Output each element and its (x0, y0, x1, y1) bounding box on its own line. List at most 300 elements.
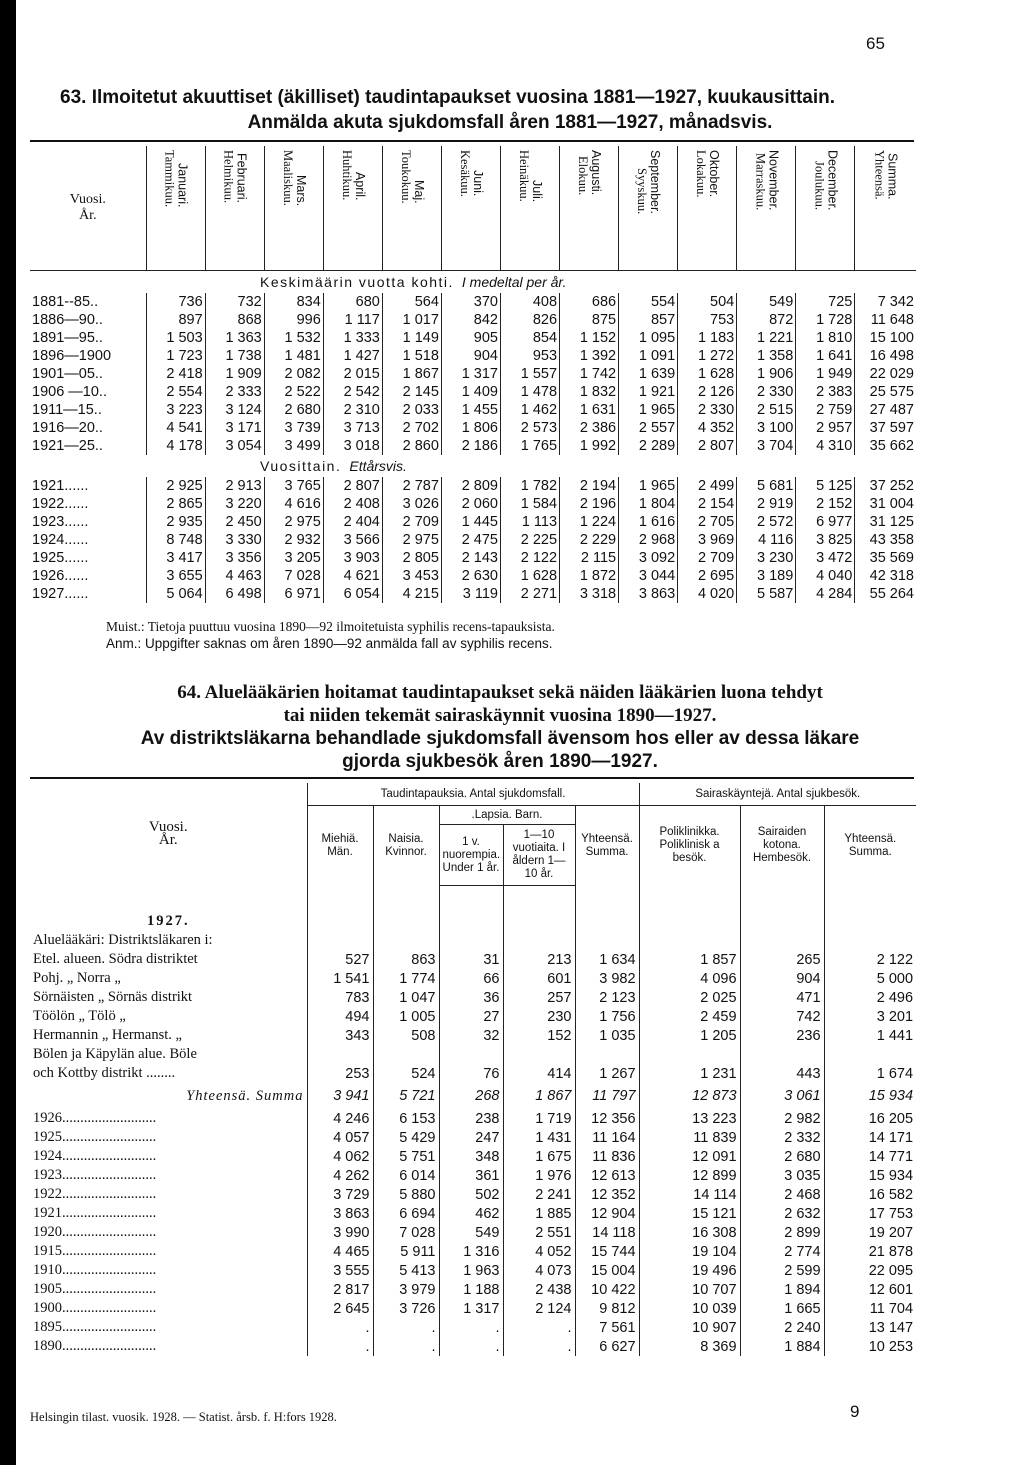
value-cell: 1 272 (678, 347, 737, 365)
row-label: 1901—05.. (30, 365, 146, 383)
row-label: 1921—25.. (30, 437, 146, 455)
value-cell: 554 (619, 293, 678, 311)
value-cell: 564 (382, 293, 441, 311)
district-row (30, 950, 916, 969)
value-cell: 6 153 (373, 1109, 439, 1128)
value-cell: 1 005 (373, 1007, 439, 1026)
value-cell: 508 (373, 1026, 439, 1045)
value-cell (439, 931, 503, 950)
value-cell (824, 912, 916, 931)
value-cell: 1 921 (619, 383, 678, 401)
value-cell: . (373, 1337, 439, 1356)
value-cell: 4 020 (678, 585, 737, 603)
average-row (30, 311, 916, 329)
row-label: 1895.......................... (30, 1318, 307, 1337)
history-row (30, 1109, 916, 1128)
value-cell: 1 363 (205, 329, 264, 347)
value-cell: 2 271 (501, 585, 560, 603)
value-cell: 1 541 (307, 969, 373, 988)
value-cell: 6 971 (264, 585, 323, 603)
value-cell: 1 765 (501, 437, 560, 455)
value-cell: 854 (501, 329, 560, 347)
month-header (205, 146, 264, 271)
row-label: Yhteensä. Summa (30, 1083, 307, 1109)
year-row (30, 513, 916, 531)
value-cell: 11 839 (639, 1128, 740, 1147)
value-cell: 601 (503, 969, 575, 988)
value-cell: 1 095 (619, 329, 678, 347)
value-cell (503, 931, 575, 950)
value-cell: 462 (439, 1204, 503, 1223)
value-cell: 2 573 (501, 419, 560, 437)
district-row (30, 969, 916, 988)
month-header-fi: Syyskuu. (635, 167, 650, 214)
visits-total-header: Yhteensä. Summa. (844, 832, 897, 858)
value-cell: 4 352 (678, 419, 737, 437)
value-cell: 1 183 (678, 329, 737, 347)
value-cell: 1 628 (501, 567, 560, 585)
value-cell: 16 582 (868, 1186, 914, 1203)
value-cell: 3 171 (205, 419, 264, 437)
month-header (501, 146, 560, 271)
value-cell: 1 810 (796, 329, 855, 347)
value-cell: 10 039 (639, 1299, 740, 1318)
value-cell (373, 912, 439, 931)
value-cell: 27 (439, 1007, 503, 1026)
value-cell: 1 806 (441, 419, 500, 437)
value-cell: 12 091 (639, 1147, 740, 1166)
table64-year-header-sv: År. (158, 832, 178, 849)
value-cell: 4 463 (205, 567, 264, 585)
month-header-sv: Juli. (530, 179, 545, 202)
row-label: 1924...... (30, 531, 146, 549)
value-cell: 1 205 (639, 1026, 740, 1045)
row-label: 1891—95.. (30, 329, 146, 347)
yearly-section-heading (30, 455, 916, 477)
value-cell: 2 408 (323, 495, 382, 513)
value-cell: 863 (373, 950, 439, 969)
value-cell: 3 205 (264, 549, 323, 567)
row-label: 1925...... (30, 549, 146, 567)
value-cell: 268 (439, 1083, 503, 1109)
value-cell: 11 797 (575, 1083, 639, 1109)
value-cell: 2 115 (560, 549, 619, 567)
value-cell: 875 (560, 311, 619, 329)
value-cell: 7 028 (373, 1223, 439, 1242)
average-row (30, 347, 916, 365)
value-cell: 3 726 (373, 1299, 439, 1318)
month-header (855, 146, 916, 271)
value-cell: 3 941 (307, 1083, 373, 1109)
value-cell: 12 899 (639, 1166, 740, 1185)
value-cell: 5 413 (373, 1261, 439, 1280)
value-cell: 2 975 (264, 513, 323, 531)
value-cell: 2 925 (146, 477, 205, 495)
value-cell: 361 (439, 1166, 503, 1185)
value-cell: 37 597 (869, 420, 914, 436)
value-cell: 1 149 (382, 329, 441, 347)
value-cell: 1 188 (439, 1280, 503, 1299)
value-cell: 2 450 (205, 513, 264, 531)
value-cell: 370 (441, 293, 500, 311)
value-cell (503, 1045, 575, 1064)
value-cell: 2 680 (264, 401, 323, 419)
value-cell: 3 863 (619, 585, 678, 603)
value-cell: 2 186 (441, 437, 500, 455)
value-cell: 1 152 (560, 329, 619, 347)
value-cell: 1 949 (796, 365, 855, 383)
value-cell: 2 386 (560, 419, 619, 437)
value-cell: 1 665 (740, 1299, 824, 1318)
value-cell: 27 487 (869, 402, 914, 418)
value-cell: 152 (503, 1026, 575, 1045)
value-cell: 21 878 (868, 1243, 914, 1260)
average-section-heading-fi: Keskimäärin vuotta kohti. (260, 274, 454, 290)
value-cell: 19 104 (639, 1242, 740, 1261)
row-label: 1900.......................... (30, 1299, 307, 1318)
page-footer: Helsingin tilast. vuosik. 1928. — Statist. årsb. f. H:fors 1928. (30, 1410, 337, 1424)
row-label: 1890.......................... (30, 1337, 307, 1356)
value-cell: 1 317 (441, 365, 500, 383)
year-column-header (30, 146, 146, 271)
value-cell: 3 044 (619, 567, 678, 585)
month-header-fi: Yhteensä. (872, 150, 887, 200)
year-header-sv: År. (79, 208, 97, 223)
home-visits-header: Sairaiden kotona. Hembesök. (740, 806, 824, 886)
value-cell: 11 836 (575, 1147, 639, 1166)
value-cell: . (307, 1318, 373, 1337)
value-cell: 443 (740, 1064, 824, 1083)
value-cell: 4 215 (382, 585, 441, 603)
value-cell: 348 (439, 1147, 503, 1166)
value-cell: 1 117 (323, 311, 382, 329)
value-cell: 842 (441, 311, 500, 329)
value-cell (439, 886, 503, 913)
value-cell: 4 465 (307, 1242, 373, 1261)
value-cell: 3 230 (737, 549, 796, 567)
value-cell: 2 865 (146, 495, 205, 513)
value-cell: 868 (205, 311, 264, 329)
value-cell: 8 369 (639, 1337, 740, 1356)
value-cell: 2 124 (503, 1299, 575, 1318)
value-cell: 1 965 (619, 401, 678, 419)
value-cell: 1 616 (619, 513, 678, 531)
value-cell: 2 025 (639, 988, 740, 1007)
month-header-fi: Kesäkuu. (457, 150, 472, 197)
value-cell: 1 631 (560, 401, 619, 419)
value-cell: 1 742 (560, 365, 619, 383)
value-cell: 2 196 (560, 495, 619, 513)
value-cell: 1 267 (575, 1064, 639, 1083)
month-header-sv: Summa. (885, 153, 900, 200)
value-cell: 4 284 (796, 585, 855, 603)
month-header (737, 146, 796, 271)
value-cell: 686 (560, 293, 619, 311)
average-row (30, 365, 916, 383)
value-cell: 2 557 (619, 419, 678, 437)
history-row (30, 1223, 916, 1242)
value-cell: 1 992 (560, 437, 619, 455)
value-cell: 55 264 (869, 586, 914, 602)
cases-total-header: Yhteensä. Summa. (575, 806, 639, 886)
value-cell: 2 289 (619, 437, 678, 455)
value-cell: 1 641 (796, 347, 855, 365)
value-cell: 16 498 (869, 348, 914, 364)
value-cell: 1 224 (560, 513, 619, 531)
value-cell: 2 330 (737, 383, 796, 401)
value-cell (824, 931, 916, 950)
value-cell: 3 189 (737, 567, 796, 585)
value-cell: 10 707 (639, 1280, 740, 1299)
value-cell: 2 015 (323, 365, 382, 383)
value-cell: 2 935 (146, 513, 205, 531)
value-cell: 725 (796, 293, 855, 311)
value-cell: 14 171 (868, 1129, 914, 1146)
row-label: 1926.......................... (30, 1109, 307, 1128)
value-cell: 1 963 (439, 1261, 503, 1280)
value-cell: 10 422 (575, 1280, 639, 1299)
value-cell: 5 429 (373, 1128, 439, 1147)
value-cell: 2 982 (740, 1109, 824, 1128)
value-cell: 2 817 (307, 1280, 373, 1299)
month-header-fi: Marraskuu. (753, 153, 768, 211)
value-cell: 9 812 (575, 1299, 639, 1318)
value-cell: 2 680 (740, 1147, 824, 1166)
value-cell: 6 014 (373, 1166, 439, 1185)
value-cell: 783 (307, 988, 373, 1007)
value-cell: 3 356 (205, 549, 264, 567)
value-cell: 15 744 (575, 1242, 639, 1261)
value-cell: 2 060 (441, 495, 500, 513)
value-cell: 2 805 (382, 549, 441, 567)
row-label: 1925.......................... (30, 1128, 307, 1147)
row-label: 1924.......................... (30, 1147, 307, 1166)
history-row (30, 1299, 916, 1318)
value-cell: 15 100 (869, 330, 914, 346)
value-cell (639, 886, 740, 913)
value-cell: 3 825 (796, 531, 855, 549)
value-cell: 8 748 (146, 531, 205, 549)
value-cell: 3 990 (307, 1223, 373, 1242)
month-header-fi: Joulukuu. (812, 161, 827, 211)
value-cell: 753 (678, 311, 737, 329)
value-cell: 66 (439, 969, 503, 988)
value-cell (575, 1045, 639, 1064)
value-cell (639, 1045, 740, 1064)
value-cell (740, 886, 824, 913)
value-cell: 16 205 (868, 1110, 914, 1127)
value-cell: 3 061 (740, 1083, 824, 1109)
average-section-heading-sv: I medeltal per år. (461, 274, 567, 290)
value-cell: 3 555 (307, 1261, 373, 1280)
average-section-heading-cell (30, 271, 916, 294)
value-cell: 3 453 (382, 567, 441, 585)
value-cell: 5 721 (373, 1083, 439, 1109)
value-cell: 1 409 (441, 383, 500, 401)
year-heading-row (30, 912, 916, 931)
value-cell: 3 739 (264, 419, 323, 437)
history-row (30, 1318, 916, 1337)
value-cell: 3 982 (575, 969, 639, 988)
value-cell: 6 627 (575, 1337, 639, 1356)
month-header-sv: Februari. (234, 153, 249, 204)
value-cell: 22 095 (868, 1262, 914, 1279)
district-row (30, 1045, 916, 1064)
month-header-fi: Huhtikuu. (339, 150, 354, 201)
value-cell: 3 903 (323, 549, 382, 567)
value-cell: 25 575 (869, 384, 914, 400)
value-cell: 13 147 (868, 1319, 914, 1336)
month-header-sv: April. (352, 171, 367, 201)
history-row (30, 1147, 916, 1166)
value-cell: 4 178 (146, 437, 205, 455)
value-cell: 502 (439, 1185, 503, 1204)
value-cell: 343 (307, 1026, 373, 1045)
value-cell (575, 931, 639, 950)
value-cell: 1 017 (382, 311, 441, 329)
value-cell: 2 418 (146, 365, 205, 383)
value-cell: 2 082 (264, 365, 323, 383)
value-cell: 12 904 (575, 1204, 639, 1223)
value-cell: 1 867 (503, 1083, 575, 1109)
value-cell: 527 (307, 950, 373, 969)
value-cell: 3 655 (146, 567, 205, 585)
value-cell: . (307, 1337, 373, 1356)
month-header-fi: Heinäkuu. (517, 150, 532, 202)
row-label: 1921...... (30, 477, 146, 495)
value-cell: 3 969 (678, 531, 737, 549)
value-cell: 1 639 (619, 365, 678, 383)
month-header-sv: December. (825, 150, 840, 211)
table64-title-fi-2: tai niiden tekemät sairaskäynnit vuosina 1890—1927. (283, 705, 717, 726)
value-cell: 15 121 (639, 1204, 740, 1223)
value-cell: 2 152 (796, 495, 855, 513)
value-cell: 3 863 (307, 1204, 373, 1223)
value-cell: 2 899 (740, 1223, 824, 1242)
value-cell: 1 333 (323, 329, 382, 347)
month-header (264, 146, 323, 271)
value-cell: 2 975 (382, 531, 441, 549)
value-cell: . (439, 1318, 503, 1337)
value-cell: 549 (737, 293, 796, 311)
yearly-section-heading-fi: Vuosittain. (260, 458, 342, 474)
value-cell: 4 040 (796, 567, 855, 585)
month-header-sv: Maj. (411, 180, 426, 204)
value-cell: 2 154 (678, 495, 737, 513)
value-cell: 1 518 (382, 347, 441, 365)
month-header-fi: Maaliskuu. (280, 150, 295, 206)
value-cell: 14 114 (639, 1185, 740, 1204)
value-cell: 1 885 (503, 1204, 575, 1223)
value-cell: 897 (146, 311, 205, 329)
value-cell: 5 125 (796, 477, 855, 495)
page-number: 65 (866, 34, 885, 53)
row-label: 1923.......................... (30, 1166, 307, 1185)
value-cell: 2 310 (323, 401, 382, 419)
value-cell: . (503, 1337, 575, 1356)
value-cell: 5 911 (373, 1242, 439, 1261)
value-cell: 16 308 (639, 1223, 740, 1242)
value-cell: 1 909 (205, 365, 264, 383)
value-cell: 2 542 (323, 383, 382, 401)
value-cell: 32 (439, 1026, 503, 1045)
table63-note-fi: Muist.: Tietoja puuttuu vuosina 1890—92 ilmoitetuista syphilis recens-tapauksista. (106, 619, 555, 634)
value-cell: 2 919 (737, 495, 796, 513)
value-cell (824, 1045, 916, 1064)
value-cell: 7 028 (264, 567, 323, 585)
value-cell: 1 728 (796, 311, 855, 329)
value-cell: 2 240 (740, 1318, 824, 1337)
value-cell: 2 554 (146, 383, 205, 401)
value-cell: 3 566 (323, 531, 382, 549)
value-cell: 834 (264, 293, 323, 311)
value-cell (503, 912, 575, 931)
value-cell: 2 630 (441, 567, 500, 585)
month-header-sv: Mars. (293, 174, 308, 206)
value-cell: 1 894 (740, 1280, 824, 1299)
value-cell: 2 459 (639, 1007, 740, 1026)
value-cell: 3 201 (876, 1008, 914, 1025)
value-cell: 2 145 (382, 383, 441, 401)
row-label: 1910.......................... (30, 1261, 307, 1280)
value-cell: 2 632 (740, 1204, 824, 1223)
value-cell: 504 (678, 293, 737, 311)
value-cell: 1 431 (503, 1128, 575, 1147)
value-cell: 11 648 (870, 312, 914, 328)
row-label: 1911—15.. (30, 401, 146, 419)
value-cell: 2 759 (796, 401, 855, 419)
value-cell: 2 333 (205, 383, 264, 401)
value-cell: 14 771 (868, 1148, 914, 1165)
value-cell: 7 561 (575, 1318, 639, 1337)
row-label: 1881--85.. (30, 293, 146, 311)
value-cell: . (373, 1318, 439, 1337)
month-header (382, 146, 441, 271)
value-cell: 5 681 (737, 477, 796, 495)
value-cell: 2 572 (737, 513, 796, 531)
row-label: Sörnäisten „ Sörnäs distrikt (30, 988, 307, 1007)
value-cell: 1 532 (264, 329, 323, 347)
value-cell: 826 (501, 311, 560, 329)
value-cell: 2 809 (441, 477, 500, 495)
value-cell: 3 765 (264, 477, 323, 495)
value-cell: 76 (439, 1064, 503, 1083)
value-cell: 2 645 (307, 1299, 373, 1318)
table64 (30, 783, 916, 1356)
value-cell: 4 541 (146, 419, 205, 437)
month-header (678, 146, 737, 271)
table64-header-row-1 (30, 783, 916, 806)
value-cell (503, 886, 575, 913)
district-row (30, 1064, 916, 1083)
value-cell: 996 (264, 311, 323, 329)
value-cell: 5 000 (876, 970, 914, 987)
value-cell: 5 751 (373, 1147, 439, 1166)
row-label: 1927...... (30, 585, 146, 603)
under-1-header: 1 v. nuorempia. Under 1 år. (439, 825, 503, 886)
row-label: och Kottby distrikt ........ (30, 1064, 307, 1083)
value-cell: 1 723 (146, 347, 205, 365)
month-header-sv: Augusti. (589, 150, 604, 196)
average-row (30, 437, 916, 455)
row-label: 1886—90.. (30, 311, 146, 329)
row-label: 1905.......................... (30, 1280, 307, 1299)
value-cell: 36 (439, 988, 503, 1007)
value-cell: 2 330 (678, 401, 737, 419)
value-cell: 4 052 (503, 1242, 575, 1261)
year-row (30, 549, 916, 567)
value-cell: 2 522 (264, 383, 323, 401)
